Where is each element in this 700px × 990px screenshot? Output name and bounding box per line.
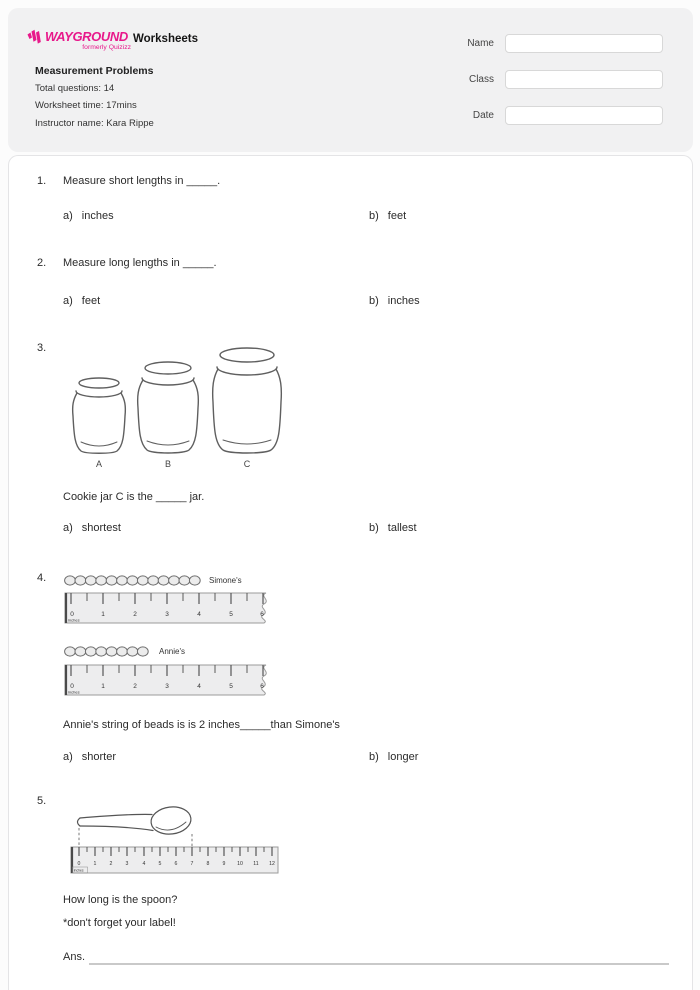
class-field-row — [434, 69, 666, 89]
cookie-jars-image — [61, 346, 291, 471]
answer-label: Ans. — [63, 951, 86, 963]
header-card — [8, 8, 693, 152]
option-b-prefix: b) — [369, 210, 379, 222]
ruler-number: 2 — [133, 611, 137, 618]
ruler-number: 0 — [70, 611, 74, 618]
option-a-prefix: a) — [63, 522, 73, 534]
option-b-prefix: b) — [369, 522, 379, 534]
class-label: Class — [468, 73, 494, 85]
question-3-number: 3. — [37, 342, 47, 354]
name-field-row — [434, 33, 666, 53]
ruler-number: 2 — [133, 683, 137, 690]
ruler-number: 4 — [197, 683, 201, 690]
ruler-number: 0 — [77, 861, 81, 867]
question-3-option-b — [369, 522, 417, 534]
jar-b-label: B — [164, 459, 172, 469]
annie-beads-image — [63, 644, 155, 659]
ruler-number: 5 — [158, 861, 162, 867]
ruler-6in-bottom — [63, 664, 275, 696]
ruler-number: 8 — [206, 861, 210, 867]
option-a-label: shortest — [81, 522, 121, 534]
ruler-number: 6 — [260, 611, 264, 618]
question-1-option-b — [369, 210, 406, 222]
worksheet-title: Measurement Problems — [35, 65, 154, 77]
name-label: Name — [467, 37, 494, 49]
spoon-image — [78, 805, 193, 837]
simone-beads-label: Simone's — [209, 576, 242, 585]
ruler-number: 5 — [229, 683, 233, 690]
jar-c-label: C — [243, 459, 251, 469]
ruler-unit-label: inches — [73, 868, 84, 873]
option-a-prefix: a) — [63, 210, 73, 222]
question-4-option-a — [63, 751, 116, 763]
question-3-text: Cookie jar C is the _____ jar. — [63, 491, 205, 503]
date-field-row — [434, 105, 666, 125]
ruler-number: 12 — [269, 861, 275, 867]
option-a-prefix: a) — [63, 751, 73, 763]
ruler-number: 3 — [125, 861, 129, 867]
ruler-number: 11 — [253, 861, 259, 867]
question-5-number: 5. — [37, 795, 47, 807]
ruler-unit-label: inches — [68, 617, 80, 623]
option-a-label: inches — [81, 210, 114, 222]
question-2-option-b — [369, 295, 420, 307]
ruler-number: 4 — [197, 611, 201, 618]
total-questions: Total questions: 14 — [35, 83, 115, 94]
brand-wordmark: WAYGROUND — [45, 29, 128, 44]
date-label: Date — [472, 109, 494, 121]
option-b-label: longer — [387, 751, 419, 763]
ruler-number: 6 — [174, 861, 178, 867]
question-2-text: Measure long lengths in _____. — [63, 257, 217, 269]
option-b-label: feet — [387, 210, 407, 222]
question-5-text-line1: How long is the spoon? — [63, 894, 178, 906]
annie-beads-label: Annie's — [159, 647, 185, 656]
question-4-text: Annie's string of beads is is 2 inches_____than Simone's — [63, 719, 340, 731]
option-b-label: inches — [387, 295, 420, 307]
question-1-option-a — [63, 210, 114, 222]
brand-tagline: formerly Quizizz — [82, 44, 131, 51]
spoon-ruler-image — [69, 801, 284, 875]
question-1-number: 1. — [37, 175, 47, 187]
ruler-number: 1 — [101, 683, 105, 690]
simone-beads-image — [63, 573, 203, 588]
ruler-number: 7 — [190, 861, 194, 867]
ruler-number: 1 — [93, 861, 97, 867]
cookie-jar-a — [73, 378, 126, 453]
question-2-option-a — [63, 295, 100, 307]
ruler-unit-label: inches — [68, 689, 80, 695]
ruler-number: 5 — [229, 611, 233, 618]
ruler-number: 4 — [142, 861, 146, 867]
worksheet-body-card — [8, 155, 693, 990]
worksheet-time: Worksheet time: 17mins — [35, 100, 137, 111]
cookie-jar-b — [138, 362, 199, 453]
question-3-option-a — [63, 522, 121, 534]
ruler-number: 3 — [165, 611, 169, 618]
ruler-number: 1 — [101, 611, 105, 618]
option-b-prefix: b) — [369, 751, 379, 763]
product-title: Worksheets — [133, 33, 198, 45]
option-a-prefix: a) — [63, 295, 73, 307]
option-a-label: feet — [81, 295, 101, 307]
question-1-text: Measure short lengths in _____. — [63, 175, 221, 187]
ruler-number: 0 — [70, 683, 74, 690]
option-b-prefix: b) — [369, 295, 379, 307]
instructor-name: Instructor name: Kara Rippe — [35, 118, 154, 129]
answer-line — [89, 950, 669, 965]
cookie-jar-c — [213, 348, 282, 453]
option-b-label: tallest — [387, 522, 417, 534]
ruler-number: 6 — [260, 683, 264, 690]
ruler-number: 9 — [222, 861, 226, 867]
ruler-number: 10 — [237, 861, 243, 867]
class-input[interactable] — [505, 70, 663, 89]
ruler-number: 2 — [109, 861, 113, 867]
question-5-text-line2: *don't forget your label! — [63, 917, 176, 929]
ruler-12in — [71, 847, 278, 873]
option-a-label: shorter — [81, 751, 117, 763]
name-input[interactable] — [505, 34, 663, 53]
question-2-number: 2. — [37, 257, 47, 269]
date-input[interactable] — [505, 106, 663, 125]
ruler-6in-top — [63, 592, 275, 624]
question-4-number: 4. — [37, 572, 47, 584]
question-4-option-b — [369, 751, 418, 763]
jar-a-label: A — [95, 459, 103, 469]
wayground-logo-icon — [27, 29, 44, 44]
ruler-number: 3 — [165, 683, 169, 690]
